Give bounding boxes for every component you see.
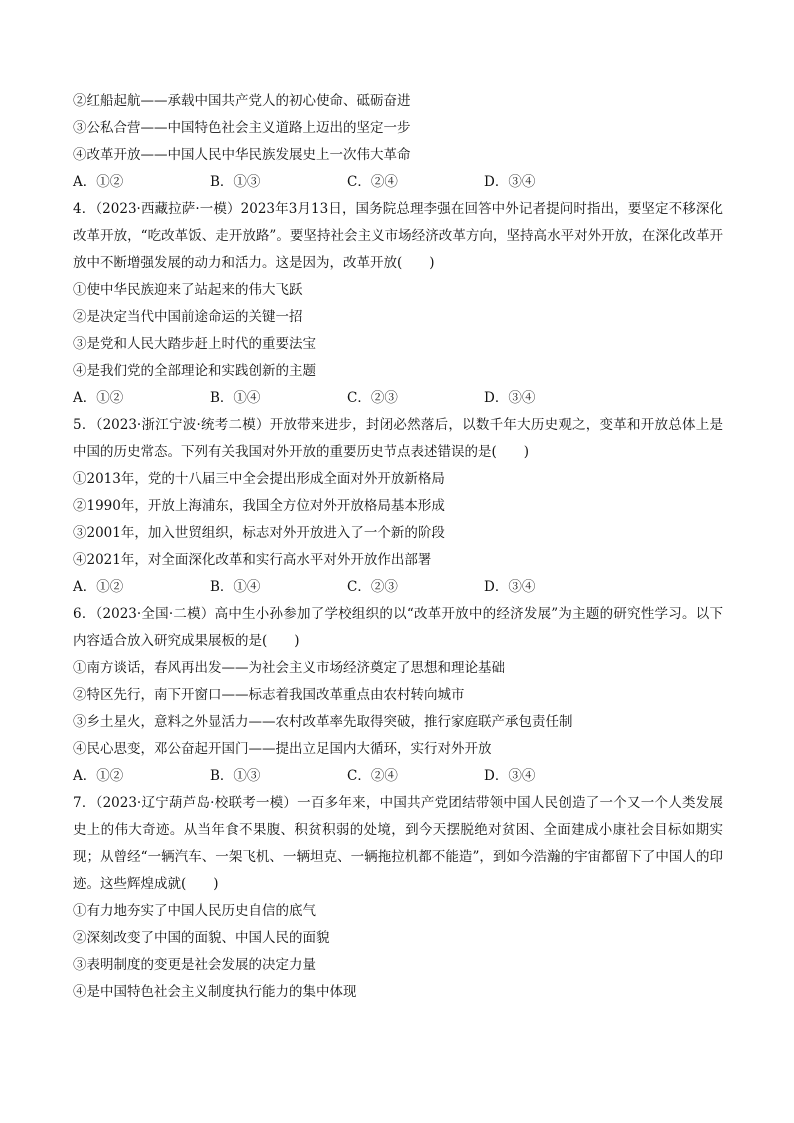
q4-option-d: D．③④ (484, 390, 536, 406)
q5-option-c: C．②③ (347, 579, 398, 595)
q5-options (73, 574, 723, 601)
q6-option-b: B．①③ (210, 768, 261, 784)
q3-option-c: C．②④ (347, 174, 398, 190)
q7-item-2: ②深刻改变了中国的面貌、中国人民的面貌 (73, 930, 330, 946)
q4-item-4: ④是我们党的全部理论和实践创新的主题 (73, 363, 316, 379)
q6-item-4: ④民心思变，邓公奋起开国门——提出立足国内大循环，实行对外开放 (73, 741, 492, 757)
q4-option-c: C．②③ (347, 390, 398, 406)
q4-options (73, 385, 723, 412)
q4-option-a: A．①② (73, 390, 124, 406)
q6-option-d: D．③④ (484, 768, 536, 784)
q5-option-d: D．③④ (484, 579, 536, 595)
exam-page (73, 88, 723, 1006)
q5-option-a: A．①② (73, 579, 124, 595)
q7-item-4: ④是中国特色社会主义制度执行能力的集中体现 (73, 984, 357, 1000)
q5-item-2: ②1990年，开放上海浦东，我国全方位对外开放格局基本形成 (73, 498, 445, 514)
q4-item-1: ①使中华民族迎来了站起来的伟大飞跃 (73, 282, 303, 298)
q3-item-2: ②红船起航——承载中国共产党人的初心使命、砥砺奋进 (73, 93, 411, 109)
q7-item-3: ③表明制度的变更是社会发展的决定力量 (73, 957, 316, 973)
q5-option-b: B．①④ (210, 579, 261, 595)
question-4 (73, 196, 723, 412)
q3-item-3: ③公私合营——中国特色社会主义道路上迈出的坚定一步 (73, 120, 411, 136)
question-7 (73, 790, 723, 1006)
q4-item-3: ③是党和人民大踏步赶上时代的重要法宝 (73, 336, 316, 352)
q3-option-d: D．③④ (484, 174, 536, 190)
q5-item-3: ③2001年，加入世贸组织，标志对外开放进入了一个新的阶段 (73, 525, 445, 541)
q4-item-2: ②是决定当代中国前途命运的关键一招 (73, 309, 303, 325)
q5-item-4: ④2021年，对全面深化改革和实行高水平对外开放作出部署 (73, 552, 432, 568)
q6-option-c: C．②④ (347, 768, 398, 784)
q7-item-1: ①有力地夯实了中国人民历史自信的底气 (73, 903, 316, 919)
q3-option-a: A．①② (73, 174, 124, 190)
q6-item-3: ③乡土星火，意料之外显活力——农村改革率先取得突破，推行家庭联产承包责任制 (73, 714, 573, 730)
q5-stem: 5．（2023·浙江宁波·统考二模）开放带来进步，封闭必然落后，以数千年大历史观之，变革和开放总体上是中国的历史常态。下列有关我国对外开放的重要历史节点表述错误的是( ) (73, 417, 723, 460)
q3-item-4: ④改革开放——中国人民中华民族发展史上一次伟大革命 (73, 147, 411, 163)
question-5 (73, 412, 723, 601)
q3-options (73, 169, 723, 196)
q6-option-a: A．①② (73, 768, 124, 784)
question-3-tail (73, 88, 723, 196)
q6-options (73, 763, 723, 790)
q6-stem: 6．（2023·全国·二模）高中生小孙参加了学校组织的以“改革开放中的经济发展”为主题的研究性学习。以下内容适合放入研究成果展板的是( ) (73, 606, 723, 649)
q6-item-1: ①南方谈话，春风再出发——为社会主义市场经济奠定了思想和理论基础 (73, 660, 505, 676)
q3-option-b: B．①③ (210, 174, 261, 190)
q4-stem: 4．（2023·西藏拉萨·一模）2023年3月13日，国务院总理李强在回答中外记者提问时指出，要坚定不移深化改革开放，“吃改革饭、走开放路”。要坚持社会主义市场经济改革方向，坚持高水平对外开放，在深化改革开放中不断增强发展的动力和活力。这是因为，改革开放( ) (73, 201, 723, 271)
q6-item-2: ②特区先行，南下开窗口——标志着我国改革重点由农村转向城市 (73, 687, 465, 703)
q5-item-1: ①2013年，党的十八届三中全会提出形成全面对外开放新格局 (73, 471, 445, 487)
question-6 (73, 601, 723, 790)
q7-stem: 7．（2023·辽宁葫芦岛·校联考一模）一百多年来，中国共产党团结带领中国人民创造了一个又一个人类发展史上的伟大奇迹。从当年食不果腹、积贫积弱的处境，到今天摆脱绝对贫困、全面建成小康社会目标如期实现；从曾经“一辆汽车、一架飞机、一辆坦克、一辆拖拉机都不能造”，到如今浩瀚的宇宙都留下了中国人的印迹。这些辉煌成就( ) (73, 795, 723, 892)
q4-option-b: B．①④ (210, 390, 261, 406)
